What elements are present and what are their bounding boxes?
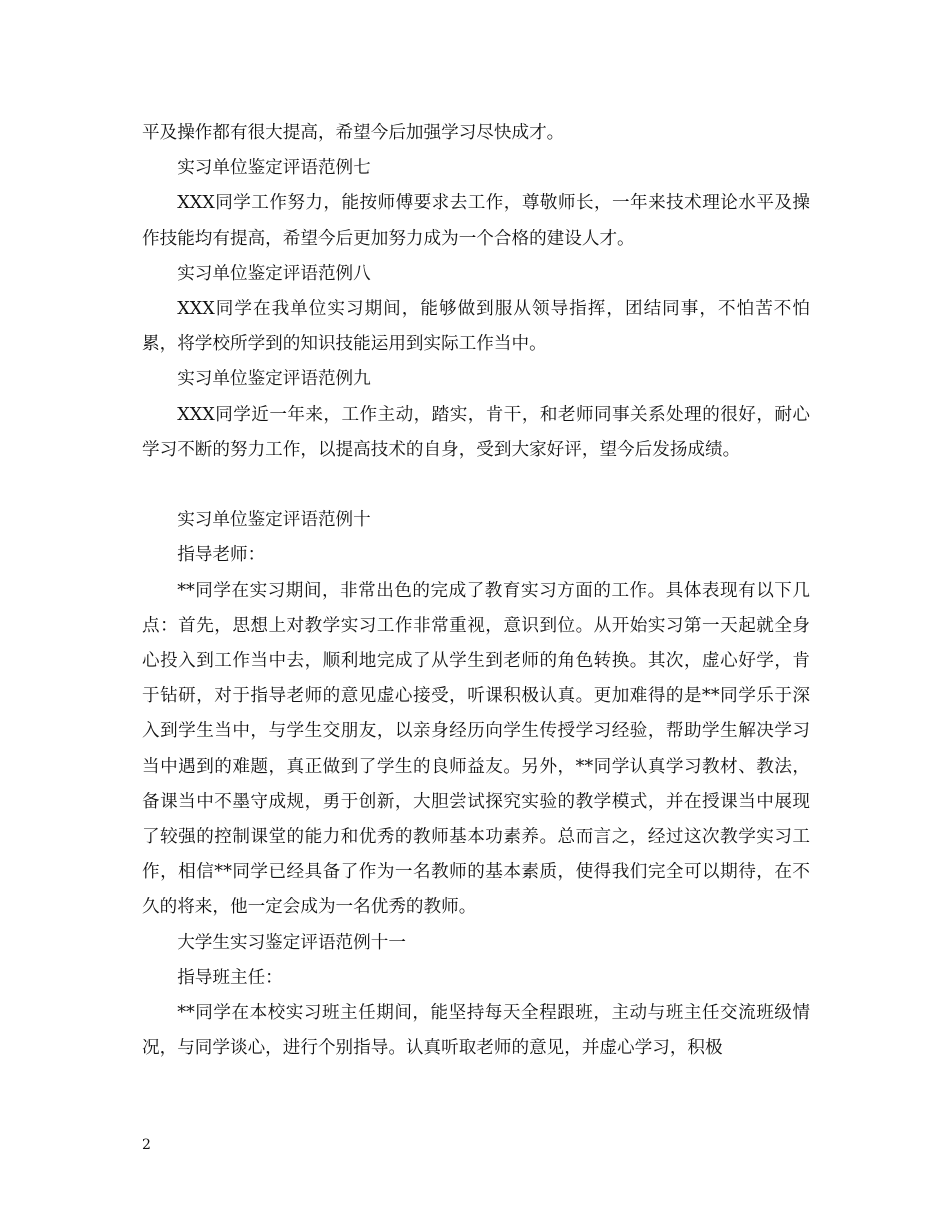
page-body: [142, 116, 810, 1066]
paragraph-example-9: XXX同学近一年来，工作主动，踏实，肯干，和老师同事关系处理的很好，耐心学习不断的努力工作，以提高技术的自身，受到大家好评，望今后发扬成绩。: [142, 404, 810, 460]
label-head-teacher: 指导班主任：: [177, 967, 283, 988]
heading-example-8: 实习单位鉴定评语范例八: [177, 263, 371, 284]
blank-line: [142, 468, 810, 503]
paragraph-continuation: 平及操作都有很大提高，希望今后加强学习尽快成才。: [142, 123, 565, 143]
label-instructor: 指导老师：: [177, 545, 266, 566]
paragraph-example-8: XXX同学在我单位实习期间，能够做到服从领导指挥，团结同事，不怕苦不怕累，将学校所学到的知识技能运用到实际工作当中。: [142, 299, 810, 355]
heading-example-10: 实习单位鉴定评语范例十: [177, 510, 371, 531]
heading-example-11: 大学生实习鉴定评语范例十一: [177, 932, 406, 953]
heading-example-9: 实习单位鉴定评语范例九: [177, 369, 371, 390]
page-number: 2: [142, 1137, 151, 1153]
paragraph-example-10: **同学在实习期间，非常出色的完成了教育实习方面的工作。具体表现有以下几点：首先，思想上对教学实习工作非常重视，意识到位。从开始实习第一天起就全身心投入到工作当中去，顺利地完成了从学生到老师的角色转换。其次，虚心好学，肯于钻研，对于指导老师的意见虚心接受，听课积极认真。更加难得的是**同学乐于深入到学生当中，与学生交朋友，以亲身经历向学生传授学习经验，帮助学生解决学习当中遇到的难题，真正做到了学生的良师益友。另外，**同学认真学习教材、教法，备课当中不墨守成规，勇于创新，大胆尝试探究实验的教学模式，并在授课当中展现了较强的控制课堂的能力和优秀的教师基本功素养。总而言之，经过这次教学实习工作，相信**同学已经具备了作为一名教师的基本素质，使得我们完全可以期待，在不久的将来，他一定会成为一名优秀的教师。: [142, 580, 810, 918]
paragraph-example-11: **同学在本校实习班主任期间，能坚持每天全程跟班，主动与班主任交流班级情况，与同学谈心，进行个别指导。认真听取老师的意见，并虚心学习，积极: [142, 1003, 810, 1059]
paragraph-example-7: XXX同学工作努力，能按师傅要求去工作，尊敬师长，一年来技术理论水平及操作技能均有提高，希望今后更加努力成为一个合格的建设人才。: [142, 193, 810, 249]
heading-example-7: 实习单位鉴定评语范例七: [177, 158, 371, 179]
